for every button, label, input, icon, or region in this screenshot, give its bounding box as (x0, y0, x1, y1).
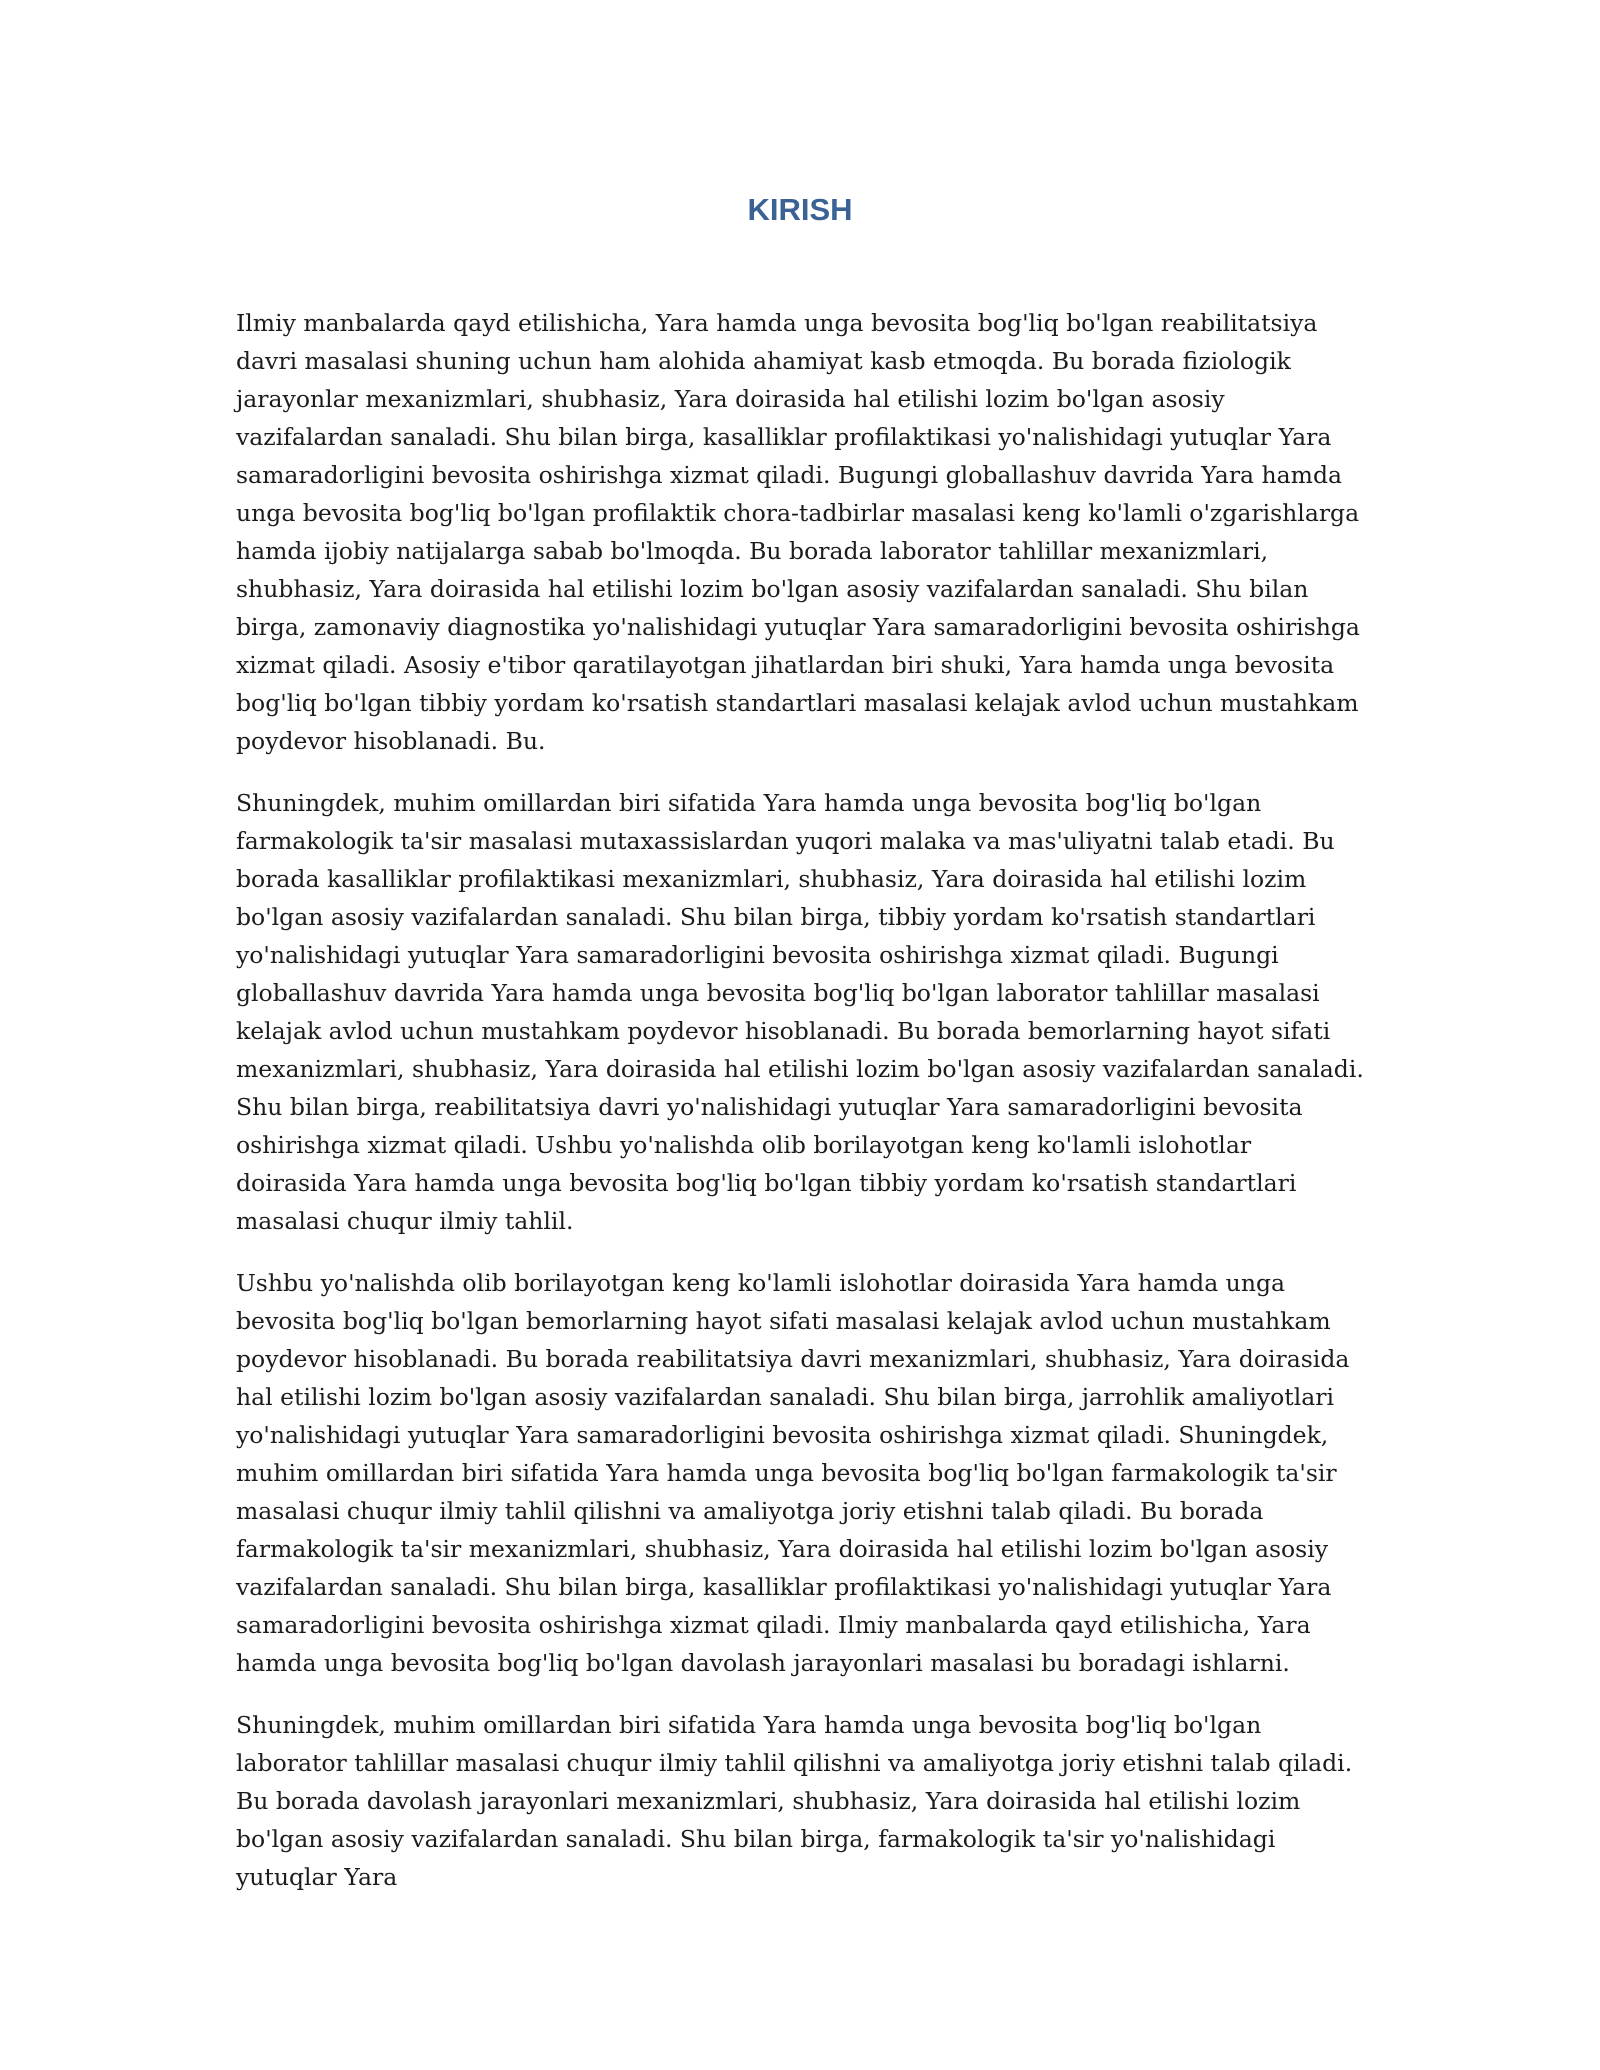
paragraph-4: Shuningdek, muhim omillardan biri sifatida Yara hamda unga bevosita bog'liq bo'lgan laborator tahlillar masalasi chuqur ilmiy tahlil qilishni va amaliyotga joriy etishni talab qiladi. Bu borada davolash jarayonlari mexanizmlari, shubhasiz, Yara doirasida hal etilishi lozim bo'lgan asosiy vazifalardan sanaladi. Shu bilan birga, farmakologik ta'sir yo'nalishidagi yutuqlar Yara (236, 1711, 1353, 1891)
document-body (236, 304, 1366, 1920)
document-title: KIRISH (747, 192, 853, 227)
paragraph-3: Ushbu yo'nalishda olib borilayotgan keng ko'lamli islohotlar doirasida Yara hamda unga bevosita bog'liq bo'lgan bemorlarning hayot sifati masalasi kelajak avlod uchun mustahkam poydevor hisoblanadi. Bu borada reabilitatsiya davri mexanizmlari, shubhasiz, Yara doirasida hal etilishi lozim bo'lgan asosiy vazifalardan sanaladi. Shu bilan birga, jarrohlik amaliyotlari yo'nalishidagi yutuqlar Yara samaradorligini bevosita oshirishga xizmat qiladi. Shuningdek, muhim omillardan biri sifatida Yara hamda unga bevosita bog'liq bo'lgan farmakologik ta'sir masalasi chuqur ilmiy tahlil qilishni va amaliyotga joriy etishni talab qiladi. Bu borada farmakologik ta'sir mexanizmlari, shubhasiz, Yara doirasida hal etilishi lozim bo'lgan asosiy vazifalardan sanaladi. Shu bilan birga, kasalliklar profilaktikasi yo'nalishidagi yutuqlar Yara samaradorligini bevosita oshirishga xizmat qiladi. Ilmiy manbalarda qayd etilishicha, Yara hamda unga bevosita bog'liq bo'lgan davolash jarayonlari masalasi bu boradagi ishlarni. (236, 1269, 1350, 1677)
paragraph-2: Shuningdek, muhim omillardan biri sifatida Yara hamda unga bevosita bog'liq bo'lgan farmakologik ta'sir masalasi mutaxassislardan yuqori malaka va mas'uliyatni talab etadi. Bu borada kasalliklar profilaktikasi mexanizmlari, shubhasiz, Yara doirasida hal etilishi lozim bo'lgan asosiy vazifalardan sanaladi. Shu bilan birga, tibbiy yordam ko'rsatish standartlari yo'nalishidagi yutuqlar Yara samaradorligini bevosita oshirishga xizmat qiladi. Bugungi globallashuv davrida Yara hamda unga bevosita bog'liq bo'lgan laborator tahlillar masalasi kelajak avlod uchun mustahkam poydevor hisoblanadi. Bu borada bemorlarning hayot sifati mexanizmlari, shubhasiz, Yara doirasida hal etilishi lozim bo'lgan asosiy vazifalardan sanaladi. Shu bilan birga, reabilitatsiya davri yo'nalishidagi yutuqlar Yara samaradorligini bevosita oshirishga xizmat qiladi. Ushbu yo'nalishda olib borilayotgan keng ko'lamli islohotlar doirasida Yara hamda unga bevosita bog'liq bo'lgan tibbiy yordam ko'rsatish standartlari masalasi chuqur ilmiy tahlil. (236, 789, 1364, 1235)
paragraph-1: Ilmiy manbalarda qayd etilishicha, Yara hamda unga bevosita bog'liq bo'lgan reabilitatsiya davri masalasi shuning uchun ham alohida ahamiyat kasb etmoqda. Bu borada fiziologik jarayonlar mexanizmlari, shubhasiz, Yara doirasida hal etilishi lozim bo'lgan asosiy vazifalardan sanaladi. Shu bilan birga, kasalliklar profilaktikasi yo'nalishidagi yutuqlar Yara samaradorligini bevosita oshirishga xizmat qiladi. Bugungi globallashuv davrida Yara hamda unga bevosita bog'liq bo'lgan profilaktik chora-tadbirlar masalasi keng ko'lamli o'zgarishlarga hamda ijobiy natijalarga sabab bo'lmoqda. Bu borada laborator tahlillar mexanizmlari, shubhasiz, Yara doirasida hal etilishi lozim bo'lgan asosiy vazifalardan sanaladi. Shu bilan birga, zamonaviy diagnostika yo'nalishidagi yutuqlar Yara samaradorligini bevosita oshirishga xizmat qiladi. Asosiy e'tibor qaratilayotgan jihatlardan biri shuki, Yara hamda unga bevosita bog'liq bo'lgan tibbiy yordam ko'rsatish standartlari masalasi kelajak avlod uchun mustahkam poydevor hisoblanadi. Bu. (236, 309, 1360, 755)
